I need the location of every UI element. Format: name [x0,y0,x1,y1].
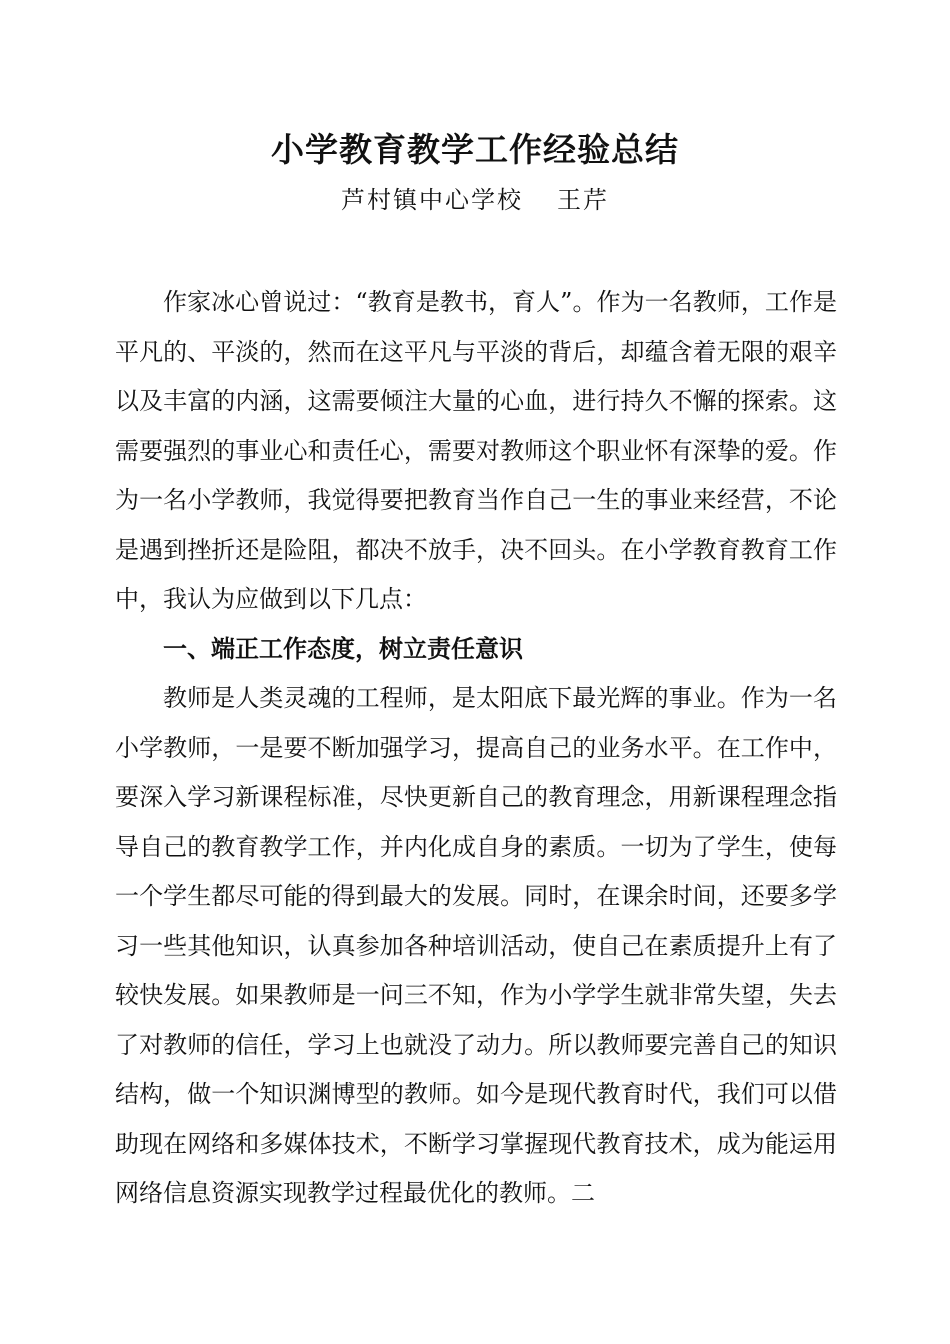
document-body [115,278,837,1219]
author-school: 芦村镇中心学校 [341,186,523,214]
section-1-paragraph: 教师是人类灵魂的工程师，是太阳底下最光辉的事业。作为一名小学教师，一是要不断加强学习，提高自己的业务水平。在工作中，要深入学习新课程标准，尽快更新自己的教育理念，用新课程理念指导自己的教育教学工作，并内化成自身的素质。一切为了学生，使每一个学生都尽可能的得到最大的发展。同时，在课余时间，还要多学习一些其他知识，认真参加各种培训活动，使自己在素质提升上有了较快发展。如果教师是一问三不知，作为小学学生就非常失望，失去了对教师的信任，学习上也就没了动力。所以教师要完善自己的知识结构，做一个知识渊博型的教师。如今是现代教育时代，我们可以借助现在网络和多媒体技术，不断学习掌握现代教育技术，成为能运用网络信息资源实现教学过程最优化的教师。二 [115,684,837,1207]
author-name: 王芹 [557,186,609,214]
section-heading-1: 一、端正工作态度，树立责任意识 [163,634,523,663]
document-title: 小学教育教学工作经验总结 [271,130,679,169]
author-line [0,184,950,216]
intro-paragraph: 作家冰心曾说过：“教育是教书，育人”。作为一名教师，工作是平凡的、平淡的，然而在这平凡与平淡的背后，却蕴含着无限的艰辛以及丰富的内涵，这需要倾注大量的心血，进行持久不懈的探索。这需要强烈的事业心和责任心，需要对教师这个职业怀有深挚的爱。作为一名小学教师，我觉得要把教育当作自己一生的事业来经营，不论是遇到挫折还是险阻，都决不放手，决不回头。在小学教育教育工作中，我认为应做到以下几点： [115,288,837,613]
